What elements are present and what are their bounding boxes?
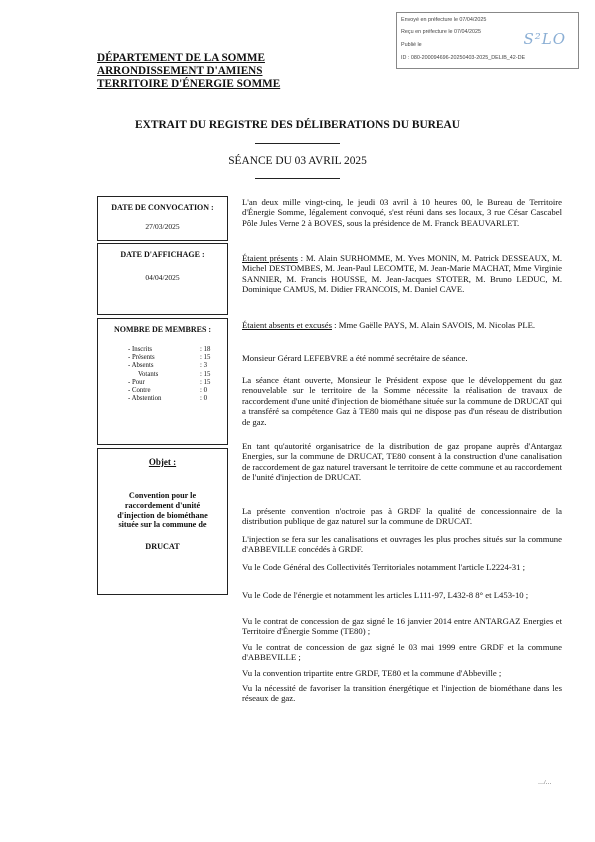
exposition-paragraph: La séance étant ouverte, Monsieur le Président expose que le développement du gaz renouvelable sur le territoire de la Somme nécessite la réalisation de travaux de raccordement d'une unité d'injection de biométhane située sur la commune de DRUCAT qui a transféré sa compétence Gaz à TE80 mais qui ne dispose pas d'un réseau de distribution de gaz. <box>242 375 562 427</box>
seance-divider <box>255 178 340 179</box>
objet-section <box>98 457 227 552</box>
member-count-row: - Absents : 3 <box>128 362 207 370</box>
secretary-paragraph: Monsieur Gérard LEFEBVRE a été nommé secrétaire de séance. <box>242 353 468 363</box>
stamp-received-line: Reçu en préfecture le 07/04/2025 <box>401 29 482 35</box>
present-list: : M. Alain SURHOMME, M. Yves MONIN, M. Patrick DESSEAUX, M. Michel DESTOMBES, M. Jean-Paul LECOMTE, M. Jean-Marie MACHAT, Mme Virginie SANNIER, M. Francis HOUSSE, M. Jean-Jacques STOTER, M. Bruno LEDUC, M. Dominique CAMUS, M. Didier FRANCOIS, M. Daniel CAVE. <box>242 253 562 295</box>
objet-box <box>97 448 228 595</box>
member-count-row: - Inscrits : 18 <box>128 346 211 353</box>
member-count-row: - Abstention : 0 <box>128 395 207 403</box>
territoire-name: TERRITOIRE D'ÉNERGIE SOMME <box>97 78 281 90</box>
opening-paragraph: L'an deux mille vingt-cinq, le jeudi 03 avril à 10 heures 00, le Bureau de Territoire d'Énergie Somme, légalement convoqué, s'est réuni dans ses locaux, 3 rue César Cascabel Pôle Jules Verne 2 à BOVES, sous la présidence de M. Franck BEAUVARLET. <box>242 197 562 228</box>
objet-line: d'injection de biométhane <box>117 510 208 520</box>
affichage-date: 04/04/2025 <box>145 273 180 282</box>
s2lo-logo: S²LO <box>523 30 566 48</box>
objet-label: Objet : <box>148 457 177 467</box>
injection-paragraph: L'injection se fera sur les canalisations et ouvrages les plus proches situés sur la commune d'ABBEVILLE concédés à GRDF. <box>242 534 562 555</box>
member-count-row: Votants : 15 <box>138 370 211 378</box>
department-header <box>97 52 280 91</box>
page-number: …/… <box>538 780 552 786</box>
absent-members-paragraph <box>242 320 562 330</box>
affichage-label: DATE D'AFFICHAGE : <box>120 250 205 259</box>
member-count-row: - Pour : 15 <box>128 378 211 386</box>
document-title: EXTRAIT DU REGISTRE DES DÉLIBERATIONS DU BUREAU <box>135 119 460 131</box>
objet-line: située sur la commune de <box>118 520 207 530</box>
prefecture-stamp <box>396 12 579 69</box>
objet-line: raccordement d'unité <box>124 500 201 510</box>
seance-date: SÉANCE DU 03 AVRIL 2025 <box>228 155 367 167</box>
stamp-sent-line: Envoyé en préfecture le 07/04/2025 <box>401 17 487 23</box>
convention-paragraph: La présente convention n'octroie pas à GRDF la qualité de concessionnaire de la distribution publique de gaz naturel sur la commune de DRUCAT. <box>242 506 562 527</box>
absent-list: : Mme Gaëlle PAYS, M. Alain SAVOIS, M. Nicolas PLE. <box>331 320 536 330</box>
present-label: Étaient présents <box>242 253 298 263</box>
objet-commune: DRUCAT <box>145 542 180 552</box>
title-divider <box>255 143 340 144</box>
authority-paragraph: En tant qu'autorité organisatrice de la distribution de gaz propane auprès d'Antargaz Energies, sur la commune de DRUCAT, TE80 consent à la construction d'une canalisation de raccordement de gaz naturel traversant le territoire de cette commune et au raccordement de l'unité d'injection de DRUCAT. <box>242 441 562 483</box>
objet-line: Convention pour le <box>128 491 197 500</box>
convocation-label: DATE DE CONVOCATION : <box>111 203 214 212</box>
affichage-box <box>97 243 228 315</box>
membres-label: NOMBRE DE MEMBRES : <box>113 325 212 334</box>
vu-contrat-antargaz: Vu le contrat de concession de gaz signé le 16 janvier 2014 entre ANTARGAZ Energies et Territoire d'Énergie Somme (TE80) ; <box>242 616 562 637</box>
member-count-row: - Contre : 0 <box>128 386 207 394</box>
vu-contrat-grdf: Vu le contrat de concession de gaz signé le 03 mai 1999 entre GRDF et la commune d'ABBEVILLE ; <box>242 642 562 663</box>
convocation-box <box>97 196 228 241</box>
present-members-paragraph <box>242 253 562 295</box>
absent-label: Étaient absents et excusés <box>242 320 332 330</box>
department-name: DÉPARTEMENT DE LA SOMME <box>97 52 265 64</box>
member-count-row: - Présents : 15 <box>128 354 211 362</box>
stamp-published-line: Publié le <box>401 42 422 48</box>
membres-box <box>97 318 228 445</box>
vu-transition: Vu la nécessité de favoriser la transition énergétique et l'injection de biométhane dans les réseaux de gaz. <box>242 683 562 704</box>
vu-convention-tripartite: Vu la convention tripartite entre GRDF, TE80 et la commune d'Abbeville ; <box>242 668 502 678</box>
vu-code-energie: Vu le Code de l'énergie et notamment les articles L111-97, L432-8 8° et L453-10 ; <box>242 590 529 600</box>
arrondissement-name: ARRONDISSEMENT D'AMIENS <box>97 65 263 77</box>
stamp-id-line: ID : 080-200094696-20250403-2025_DELIB_42-DE <box>401 55 526 61</box>
convocation-date: 27/03/2025 <box>145 222 180 231</box>
members-list <box>98 346 227 403</box>
vu-cgct: Vu le Code Général des Collectivités Territoriales notamment l'article L2224-31 ; <box>242 562 526 572</box>
